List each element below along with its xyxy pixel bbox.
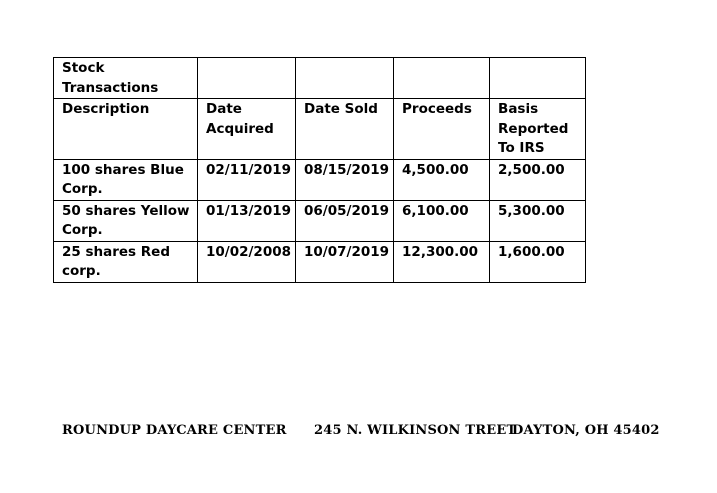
- table-row: [54, 200, 586, 241]
- cell-date-sold: 06/05/2019: [296, 200, 394, 241]
- cell-date-sold: 08/15/2019: [296, 159, 394, 200]
- header-date-sold: Date Sold: [296, 99, 394, 160]
- cell-basis: 5,300.00: [490, 200, 586, 241]
- city-state-zip: DAYTON, OH 45402: [512, 423, 660, 438]
- header-description: Description: [54, 99, 198, 160]
- header-basis-reported: Basis Reported To IRS: [490, 99, 586, 160]
- table-title: Stock Transactions: [54, 58, 198, 99]
- cell-proceeds: 6,100.00: [394, 200, 490, 241]
- cell-proceeds: 4,500.00: [394, 159, 490, 200]
- business-name: ROUNDUP DAYCARE CENTER: [62, 423, 287, 438]
- cell-date-acquired: 10/02/2008: [198, 241, 296, 282]
- street-address: 245 N. WILKINSON TREET: [314, 423, 517, 438]
- table-header-row: [54, 99, 586, 160]
- table-cell-empty: [198, 58, 296, 99]
- header-date-acquired: Date Acquired: [198, 99, 296, 160]
- header-proceeds: Proceeds: [394, 99, 490, 160]
- cell-date-sold: 10/07/2019: [296, 241, 394, 282]
- table-row: [54, 241, 586, 282]
- cell-description: 50 shares Yellow Corp.: [54, 200, 198, 241]
- table-row: [54, 159, 586, 200]
- cell-description: 25 shares Red corp.: [54, 241, 198, 282]
- table-cell-empty: [394, 58, 490, 99]
- cell-date-acquired: 01/13/2019: [198, 200, 296, 241]
- table-cell-empty: [296, 58, 394, 99]
- cell-basis: 1,600.00: [490, 241, 586, 282]
- table-cell-empty: [490, 58, 586, 99]
- cell-date-acquired: 02/11/2019: [198, 159, 296, 200]
- address-footer: [0, 423, 717, 443]
- stock-transactions-table: [53, 57, 586, 283]
- cell-basis: 2,500.00: [490, 159, 586, 200]
- cell-description: 100 shares Blue Corp.: [54, 159, 198, 200]
- table-title-row: [54, 58, 586, 99]
- cell-proceeds: 12,300.00: [394, 241, 490, 282]
